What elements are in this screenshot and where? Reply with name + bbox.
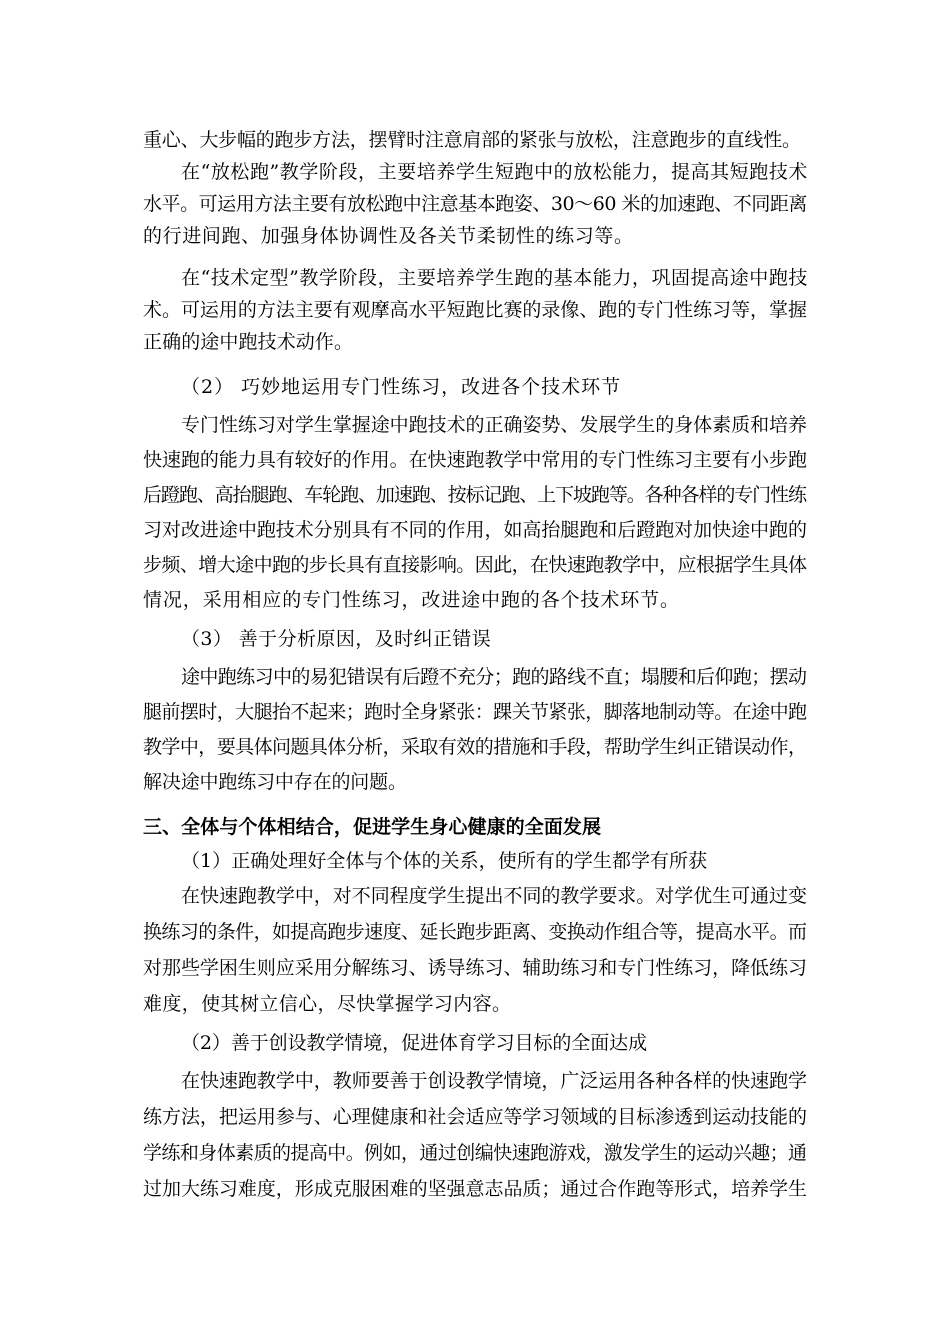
text-line: 腿前摆时，大腿抬不起来；跑时全身紧张：踝关节紧张，脚落地制动等。在途中跑: [143, 701, 807, 723]
text-line: 后蹬跑、高抬腿跑、车轮跑、加速跑、按标记跑、上下坡跑等。各种各样的专门性练: [143, 484, 806, 506]
text-line: 的行进间跑、加强身体协调性及各关节柔韧性的练习等。: [143, 225, 634, 247]
text-line: 专门性练习对学生掌握途中跑技术的正确姿势、发展学生的身体素质和培养: [181, 414, 807, 436]
subheading: （2）善于创设教学情境，促进体育学习目标的全面达成: [181, 1032, 648, 1054]
text-line: 步频、增大途中跑的步长具有直接影响。因此，在快速跑教学中，应根据学生具体: [143, 554, 807, 576]
section-heading: 三、全体与个体相结合，促进学生身心健康的全面发展: [143, 816, 602, 838]
text-line: 在快速跑教学中，对不同程度学生提出不同的教学要求。对学优生可通过变: [181, 885, 807, 907]
subheading: （1）正确处理好全体与个体的关系，使所有的学生都学有所获: [181, 850, 708, 872]
text-line: 教学中，要具体问题具体分析，采取有效的措施和手段，帮助学生纠正错误动作，: [143, 736, 807, 758]
text-line: 途中跑练习中的易犯错误有后蹬不充分；跑的路线不直；塌腰和后仰跑；摆动: [181, 666, 807, 688]
text-line: 在“技术定型”教学阶段，主要培养学生跑的基本能力，巩固提高途中跑技: [181, 267, 808, 289]
text-line: 术。可运用的方法主要有观摩高水平短跑比赛的录像、跑的专门性练习等，掌握: [143, 299, 807, 321]
text-line: 正确的途中跑技术动作。: [143, 331, 354, 353]
text-line: 水平。可运用方法主要有放松跑中注意基本跑姿、30～60 米的加速跑、不同距离: [143, 193, 807, 215]
text-line: 难度，使其树立信心，尽快掌握学习内容。: [143, 993, 512, 1015]
text-line: 习对改进途中跑技术分别具有不同的作用，如高抬腿跑和后蹬跑对加快途中跑的: [143, 519, 807, 541]
text-line: 在“放松跑”教学阶段，主要培养学生短跑中的放松能力，提高其短跑技术: [181, 161, 808, 183]
text-line: 在快速跑教学中，教师要善于创设教学情境，广泛运用各种各样的快速跑学: [181, 1070, 807, 1092]
subheading: （2） 巧妙地运用专门性练习，改进各个技术环节: [181, 376, 622, 398]
text-line: 练方法，把运用参与、心理健康和社会适应等学习领域的目标渗透到运动技能的: [143, 1106, 807, 1128]
text-line: 快速跑的能力具有较好的作用。在快速跑教学中常用的专门性练习主要有小步跑: [143, 449, 807, 471]
text-line: 过加大练习难度，形成克服困难的坚强意志品质；通过合作跑等形式，培养学生: [143, 1178, 807, 1200]
text-line: 换练习的条件，如提高跑步速度、延长跑步距离、变换动作组合等，提高水平。而: [143, 921, 807, 943]
text-line: 重心、大步幅的跑步方法，摆臂时注意肩部的紧张与放松，注意跑步的直线性。: [143, 129, 801, 151]
text-line: 情况，采用相应的专门性练习，改进途中跑的各个技术环节。: [143, 589, 680, 611]
text-line: 学练和身体素质的提高中。例如，通过创编快速跑游戏，激发学生的运动兴趣；通: [143, 1142, 807, 1164]
subheading: （3） 善于分析原因，及时纠正错误: [181, 628, 492, 650]
text-line: 解决途中跑练习中存在的问题。: [143, 771, 407, 793]
text-line: 对那些学困生则应采用分解练习、诱导练习、辅助练习和专门性练习，降低练习: [143, 957, 807, 979]
